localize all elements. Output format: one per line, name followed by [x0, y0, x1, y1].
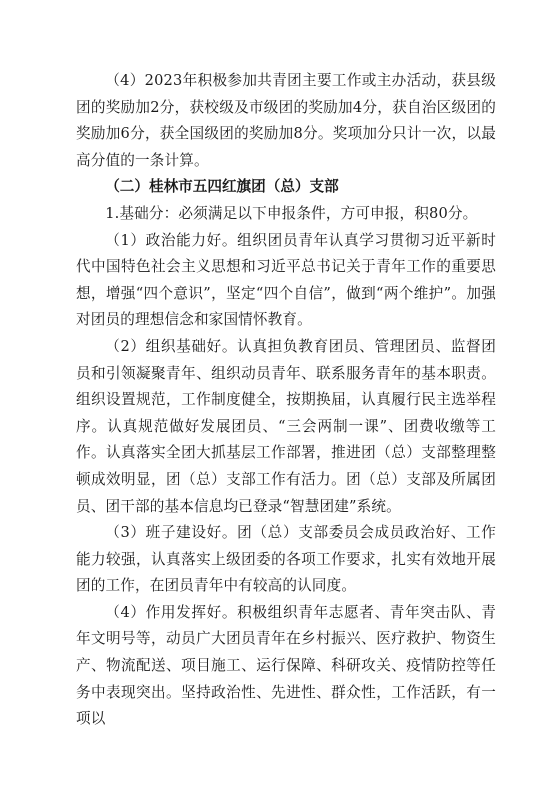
paragraph-team-building: （3）班子建设好。团（总）支部委员会成员政治好、工作能力较强，认真落实上级团委的各项工作要求，扎实有效地开展团的工作，在团员青年中有较高的认同度。: [76, 524, 496, 595]
paragraph-base-score: 1.基础分：必须满足以下申报条件，方可申报，积80分。: [105, 204, 478, 222]
section-heading: （二）桂林市五四红旗团（总）支部: [105, 178, 339, 196]
paragraph-bonus-points: （4）2023年积极参加共青团主要工作或主办活动，获县级团的奖励加2分，获校级及市级团的奖励加4分，获自治区级团的奖励加6分，获全国级团的奖励加8分。奖项加分只计一次，以最高分值的一条计算。: [76, 72, 496, 169]
paragraph-political-ability: （1）政治能力好。组织团员青年认真学习贯彻习近平新时代中国特色社会主义思想和习近平总书记关于青年工作的重要思想，增强“四个意识”，坚定“四个自信”，做到“两个维护”。加强对团员的理想信念和家国情怀教育。: [76, 231, 496, 329]
paragraph-organization-basis: （2）组织基础好。认真担负教育团员、管理团员、监督团员和引领凝聚青年、组织动员青年、联系服务青年的基本职责。组织设置规范，工作制度健全，按期换届，认真履行民主选举程序。认真规范做好发展团员、“三会两制一课”、团费收缴等工作。认真落实全团大抓基层工作部署，推进团（总）支部整理整顿成效明显，团（总）支部工作有活力。团（总）支部及所属团员、团干部的基本信息均已登录“智慧团建”系统。: [76, 337, 496, 515]
paragraph-role-performance: （4）作用发挥好。积极组织青年志愿者、青年突击队、青年文明号等，动员广大团员青年在乡村振兴、医疗救护、物资生产、物流配送、项目施工、运行保障、科研攻关、疫情防控等任务中表现突出。坚持政治性、先进性、群众性，工作活跃，有一项以: [76, 603, 496, 728]
document-body: [76, 68, 496, 733]
